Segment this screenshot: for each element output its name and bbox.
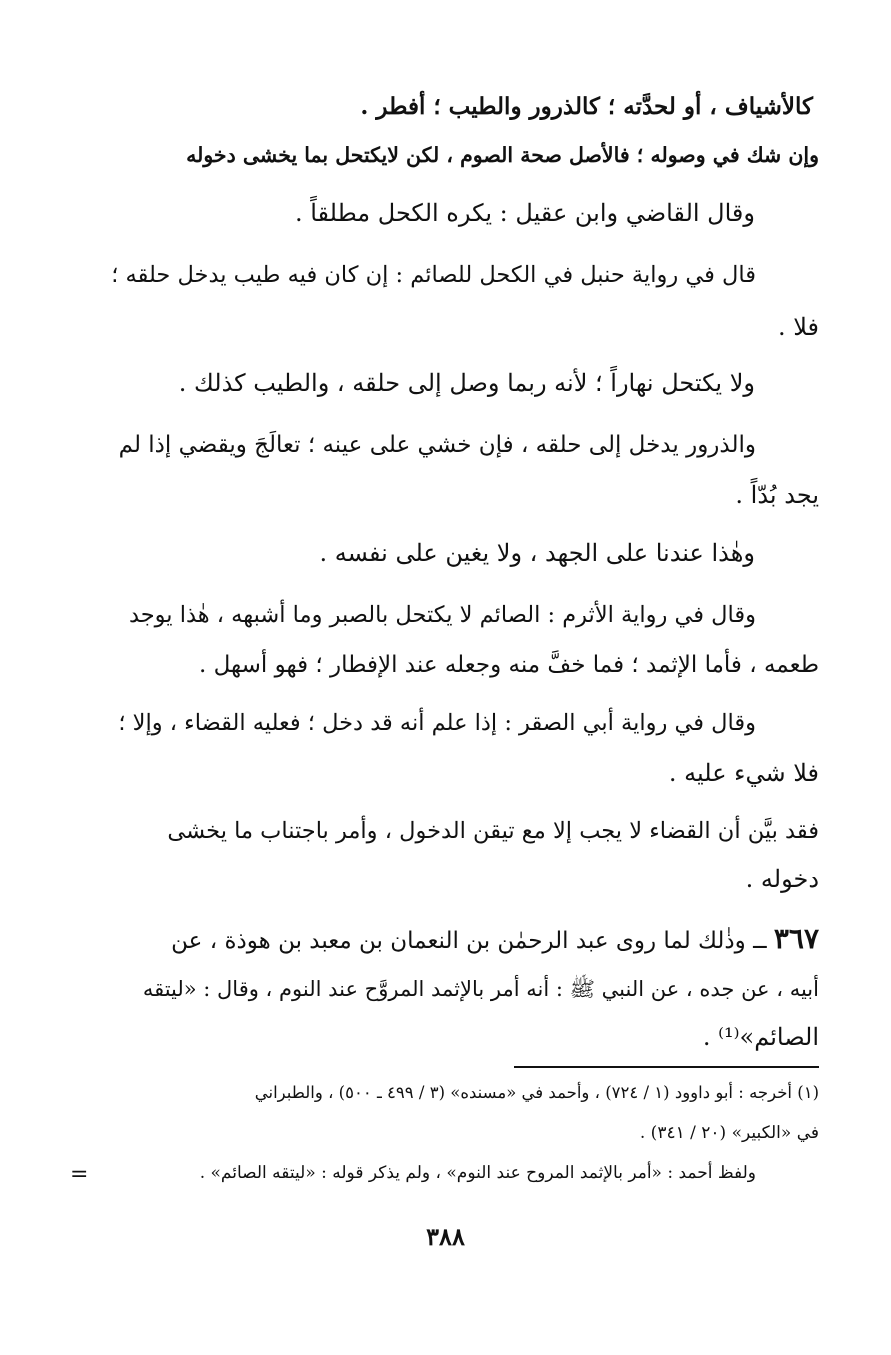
hadith-number: ٣٦٧ <box>773 922 819 955</box>
text-line: طعمه ، فأما الإثمد ؛ فما خفَّ منه وجعله عند الإفطار ؛ فهو أسهل . <box>198 652 819 678</box>
footnote-line: ولفظ أحمد : «أمر بالإثمد المروح عند النوم» ، ولم يذكر قوله : «ليتقه الصائم» . <box>199 1163 756 1183</box>
text-line: وإن شك في وصوله ؛ فالأصل صحة الصوم ، لكن لايكتحل بما يخشى دخوله <box>186 143 819 167</box>
text-line: وقال في رواية أبي الصقر : إذا علم أنه قد دخل ؛ فعليه القضاء ، وإلا ؛ <box>118 710 756 736</box>
hadith-line <box>171 922 819 958</box>
footnote-line: في «الكبير» (٢٠ / ٣٤١) . <box>639 1123 819 1143</box>
text-line: دخوله . <box>745 865 819 893</box>
hadith-line: الصائم»⁽¹⁾ . <box>702 1023 819 1051</box>
page-number: ٣٨٨ <box>426 1222 465 1251</box>
continuation-mark: = <box>70 1162 89 1187</box>
text-line: فقد بيَّن أن القضاء لا يجب إلا مع تيقن الدخول ، وأمر باجتناب ما يخشى <box>167 818 819 844</box>
hadith-line: أبيه ، عن جده ، عن النبي ﷺ : أنه أمر بالإثمد المروَّح عند النوم ، وقال : «ليتقه <box>142 977 819 1001</box>
text-line: والذرور يدخل إلى حلقه ، فإن خشي على عينه ؛ تعالَجَ ويقضي إذا لم <box>118 432 756 458</box>
text-line: كالأشياف ، أو لحدَّته ؛ كالذرور والطيب ؛ أفطر . <box>360 93 813 120</box>
hadith-text: ــ وذٰلك لما روى عبد الرحمٰن بن النعمان بن معبد بن هوذة ، عن <box>171 928 767 954</box>
footnote-separator <box>514 1066 819 1068</box>
footnote-line: (١) أخرجه : أبو داوود (١ / ٧٢٤) ، وأحمد في «مسنده» (٣ / ٤٩٩ ـ ٥٠٠) ، والطبراني <box>254 1083 819 1102</box>
text-line: وقال القاضي وابن عقيل : يكره الكحل مطلقاً . <box>294 199 755 227</box>
text-line: وقال في رواية الأثرم : الصائم لا يكتحل بالصبر وما أشبهه ، هٰذا يوجد <box>128 602 756 628</box>
text-line: فلا . <box>777 313 819 341</box>
text-line: ولا يكتحل نهاراً ؛ لأنه ربما وصل إلى حلقه ، والطيب كذلك . <box>178 369 755 397</box>
text-line: وهٰذا عندنا على الجهد ، ولا يغين على نفسه . <box>319 539 755 567</box>
text-line: فلا شيء عليه . <box>668 759 819 787</box>
text-line: قال في رواية حنبل في الكحل للصائم : إن كان فيه طيب يدخل حلقه ؛ <box>111 262 756 288</box>
text-line: يجد بُدّاً . <box>735 481 819 509</box>
